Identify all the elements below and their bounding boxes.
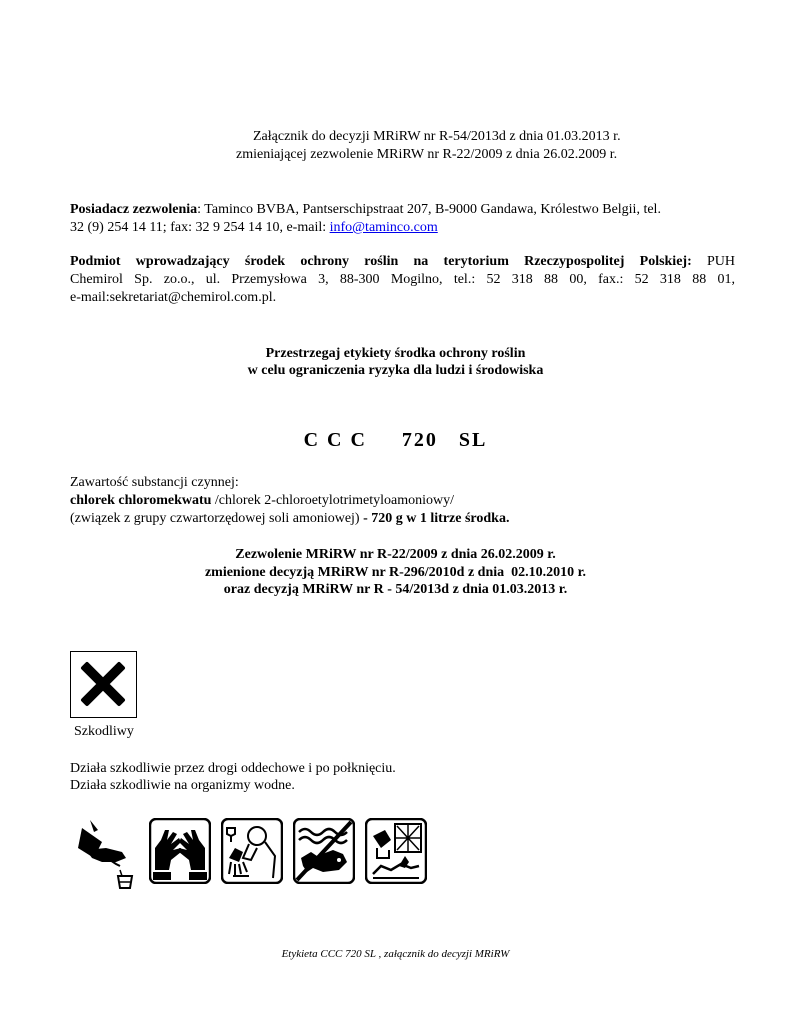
substance-amount: - 720 g w 1 litrze środka. (363, 511, 510, 526)
holder-label: Posiadacz zezwolenia (70, 202, 198, 217)
permit-line-3 (0, 581, 791, 598)
permit-line-2 (0, 564, 791, 581)
importer-label: Podmiot wprowadzający środek ochrony roślin na terytorium Rzeczypospolitej Polskiej: (70, 254, 692, 269)
hazard-statement-1: Działa szkodliwie przez drogi oddechowe i po połknięciu. (70, 761, 396, 776)
composition-label: Zawartość substancji czynnej: (70, 475, 239, 490)
dangerous-to-fish-icon (293, 818, 355, 884)
harmful-symbol-label: Szkodliwy (74, 724, 134, 739)
measure-pour-icon (76, 818, 140, 890)
header-line-2: zmieniającej zezwolenie MRiRW nr R-22/2009 z dnia 26.02.2009 r. (236, 147, 618, 162)
holder-text-1: : Taminco BVBA, Pantserschipstraat 207, B-9000 Gandawa, Królestwo Belgii, tel. (197, 202, 661, 217)
holder-text-2: 32 (9) 254 14 11; fax: 32 9 254 14 10, e-mail: (70, 220, 330, 235)
permit-text-2: zmienione decyzją MRiRW nr R-296/2010d z dnia 02.10.2010 r. (204, 565, 587, 580)
harmful-x-icon (71, 652, 135, 716)
footer-text: Etykieta CCC 720 SL , załącznik do decyzji MRiRW (281, 948, 510, 960)
importer-text-1: PUH (691, 254, 735, 269)
warning-text-2: w celu ograniczenia ryzyka dla ludzi i środowiska (247, 363, 544, 378)
warning-line-1 (0, 345, 791, 362)
composition-substance-line (70, 492, 454, 509)
holder-line-2 (70, 219, 438, 236)
importer-line-2: Chemirol Sp. zo.o., ul. Przemysłowa 3, 88-300 Mogilno, tel.: 52 318 88 00, fax.: 52 318 88 01, (70, 272, 735, 287)
wear-gloves-icon (149, 818, 211, 884)
substance-chemical-name: /chlorek 2-chloroetylotrimetyloamoniowy/ (211, 493, 455, 508)
permit-text-1: Zezwolenie MRiRW nr R-22/2009 z dnia 26.02.2009 r. (235, 547, 556, 562)
header-line-1: Załącznik do decyzji MRiRW nr R-54/2013d z dnia 01.03.2013 r. (253, 129, 621, 144)
harmful-symbol (70, 651, 137, 718)
keep-away-from-food-icon (365, 818, 427, 884)
wash-after-use-icon (221, 818, 283, 884)
importer-line-1 (70, 253, 735, 270)
warning-line-2 (0, 362, 791, 379)
importer-line-3: e-mail:sekretariat@chemirol.com.pl. (70, 290, 277, 305)
holder-email-link[interactable]: info@taminco.com (329, 220, 438, 235)
product-name: C C C 720 SL (303, 429, 488, 451)
substance-group: (związek z grupy czwartorzędowej soli amoniowej) (70, 511, 364, 526)
composition-group-line (70, 510, 509, 527)
permit-text-3: oraz decyzją MRiRW nr R - 54/2013d z dnia 01.03.2013 r. (223, 582, 568, 597)
warning-text-1: Przestrzegaj etykiety środka ochrony roślin (265, 346, 526, 361)
substance-name: chlorek chloromekwatu (70, 493, 212, 508)
hazard-statement-2: Działa szkodliwie na organizmy wodne. (70, 778, 295, 793)
holder-block (70, 201, 661, 218)
permit-line-1 (0, 546, 791, 563)
